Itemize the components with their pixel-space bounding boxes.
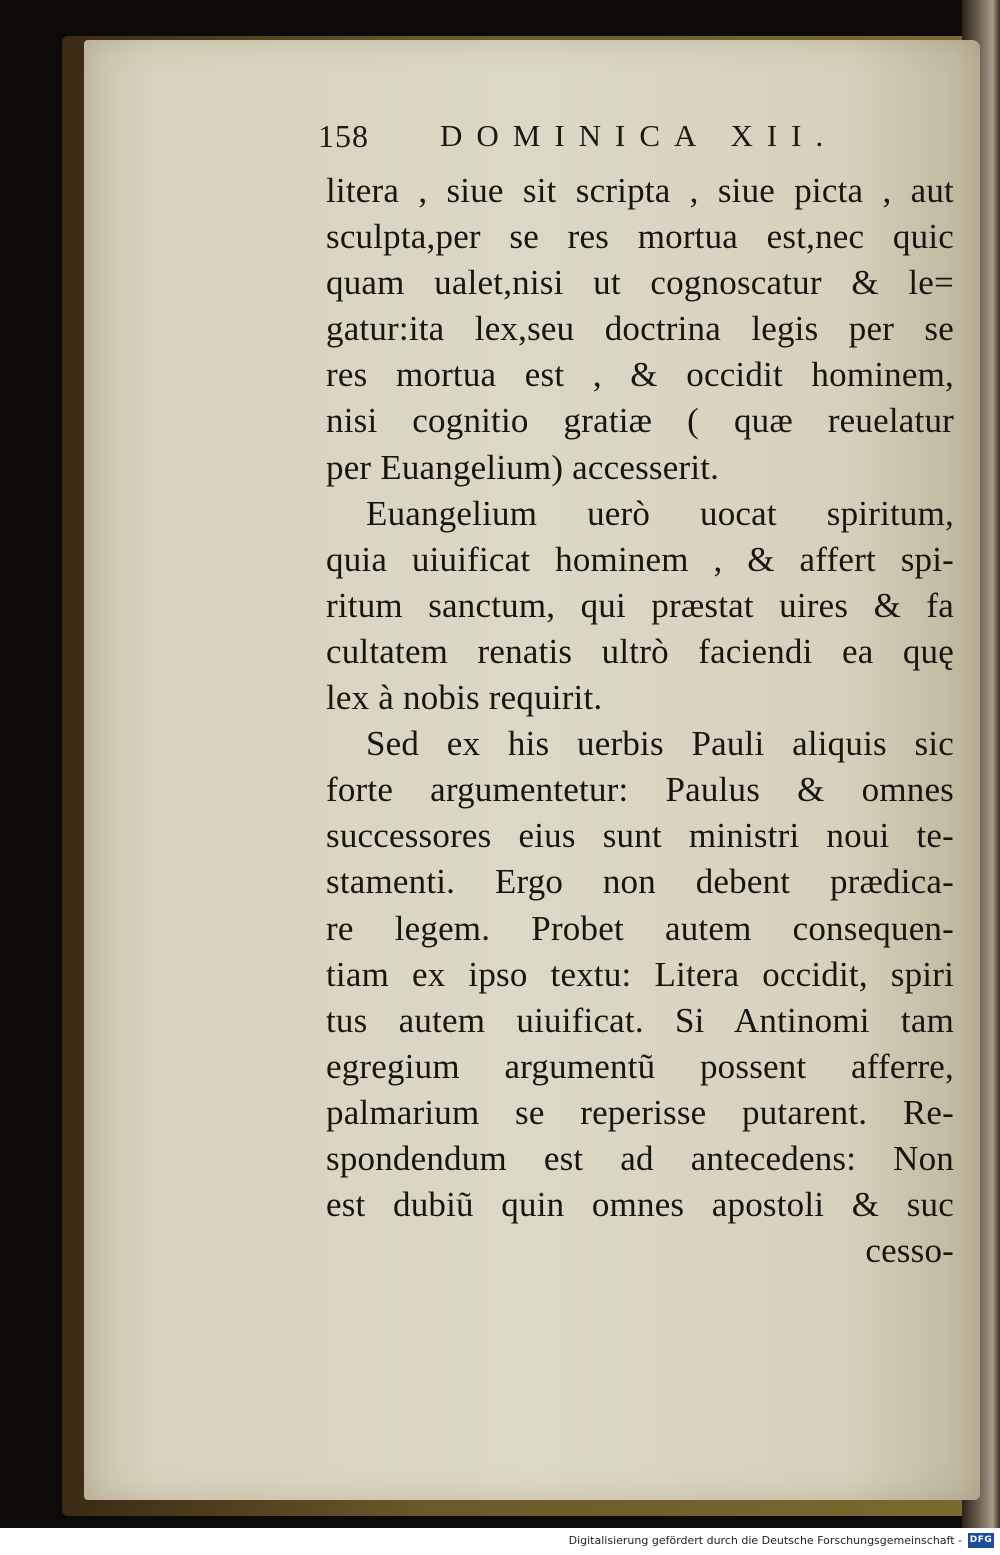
text-line: res mortua est , & occidit hominem, (326, 355, 954, 395)
text-line: per Euangelium) accesserit. (326, 447, 720, 487)
catchword: cesso- (865, 1231, 954, 1271)
page-number: 158 (318, 118, 369, 154)
text-line: successores eius sunt ministri noui te- (326, 816, 954, 856)
text-line: quia uiuificat hominem , & affert spi- (326, 539, 954, 579)
text-line: tus autem uiuificat. Si Antinomi tam (326, 1000, 954, 1040)
text-line: Sed ex his uerbis Pauli aliquis sic (366, 724, 954, 764)
text-line: tiam ex ipso textu: Litera occidit, spiri (326, 954, 954, 994)
digitization-footer (0, 1528, 1000, 1555)
text-line: re legem. Probet autem consequen- (326, 908, 954, 948)
text-line: ritum sanctum, qui præstat uires & fa (326, 585, 954, 625)
text-line: litera , siue sit scripta , siue picta , aut (326, 171, 954, 210)
text-line: stamenti. Ergo non debent prædica- (326, 862, 954, 902)
dfg-logo: DFG (968, 1533, 994, 1548)
text-line: est dubiũ quin omnes apostoli & suc (326, 1185, 954, 1225)
text-line: quam ualet,nisi ut cognoscatur & le= (326, 263, 954, 303)
text-line: lex à nobis requirit. (326, 678, 603, 718)
text-line: egregium argumentũ possent afferre, (326, 1046, 954, 1086)
text-line: palmarium se reperisse putarent. Re- (326, 1092, 954, 1132)
running-title: DOMINICA XII. (440, 118, 838, 153)
text-line: spondendum est ad antecedens: Non (326, 1138, 954, 1178)
funding-credit: Digitalisierung gefördert durch die Deutsche Forschungsgemeinschaft - (568, 1534, 962, 1547)
page-header (318, 118, 878, 162)
text-line: forte argumentetur: Paulus & omnes (326, 770, 954, 810)
text-line: Euangelium uerò uocat spiritum, (366, 493, 954, 533)
text-line: cultatem renatis ultrò faciendi ea quę (326, 631, 954, 671)
text-line: gatur:ita lex,seu doctrina legis per se (326, 309, 954, 349)
text-line: nisi cognitio gratiæ ( quæ reuelatur (326, 401, 954, 441)
text-line: sculpta,per se res mortua est,nec quic (326, 217, 954, 257)
body-text (326, 168, 954, 1274)
